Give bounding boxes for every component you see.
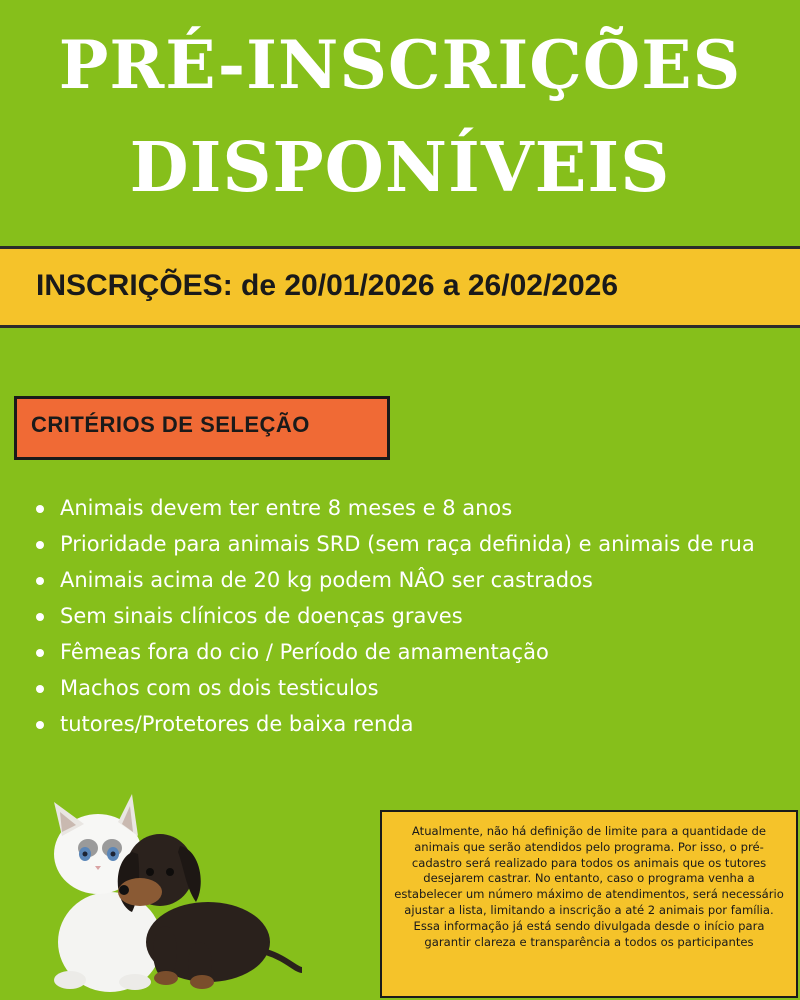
family-limit-note: [380, 810, 798, 998]
criteria-heading-box: [14, 396, 390, 460]
registration-period-text: INSCRIÇÕES: de 20/01/2026 a 26/02/2026: [36, 269, 619, 302]
criteria-heading: CRITÉRIOS DE SELEÇÃO: [31, 412, 310, 437]
criteria-item: Fêmeas fora do cio / Período de amamentação: [32, 634, 792, 670]
criteria-item: tutores/Protetores de baixa renda: [32, 706, 792, 742]
page-title-line1: PRÉ-INSCRIÇÕES: [58, 26, 742, 104]
criteria-list: [32, 490, 792, 742]
criteria-item: Animais devem ter entre 8 meses e 8 anos: [32, 490, 792, 526]
criteria-item: Machos com os dois testiculos: [32, 670, 792, 706]
cat-and-puppy-illustration: [40, 792, 310, 992]
criteria-item: Prioridade para animais SRD (sem raça definida) e animais de rua: [32, 526, 792, 562]
note-text: Atualmente, não há definição de limite para a quantidade de animais que serão atendidos pelo programa. Por isso, o pré-cadastro será realizado para todos os animais que os tutores desejarem castrar. No entanto, caso o programa venha a estabelecer um número máximo de atendimentos, será necessário ajustar a lista, limitando a inscrição a até 2 animais por família. Essa informação já está sendo divulgada desde o início para garantir clareza e transparência a todos os participantes: [394, 824, 784, 949]
registration-period-band: [0, 246, 800, 328]
page-title-line2: DISPONÍVEIS: [129, 128, 671, 208]
criteria-item: Animais acima de 20 kg podem NÂO ser castrados: [32, 562, 792, 598]
criteria-item: Sem sinais clínicos de doenças graves: [32, 598, 792, 634]
